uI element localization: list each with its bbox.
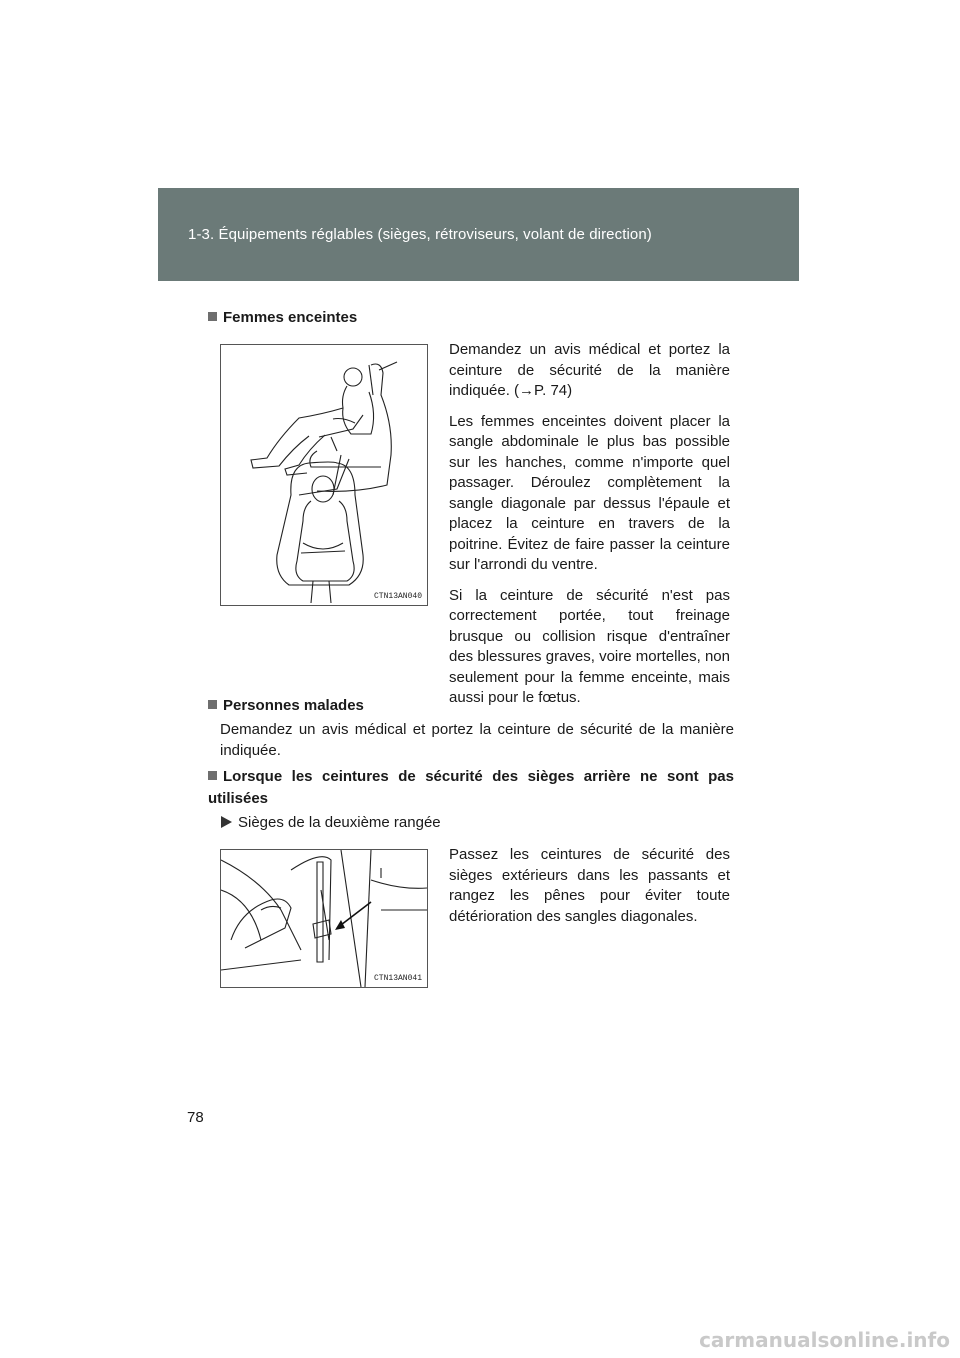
triangle-bullet-icon <box>221 816 232 828</box>
page-number: 78 <box>187 1109 204 1126</box>
stowed-seatbelt-icon <box>221 850 427 987</box>
subheading-second-row-text: Sièges de la deuxième rangée <box>238 814 441 831</box>
pregnant-seatbelt-illustration <box>220 344 428 606</box>
pregnant-woman-seatbelt-icon <box>221 345 427 605</box>
figure-code: CTN13AN041 <box>373 974 422 983</box>
square-bullet-icon <box>208 771 217 780</box>
section-heading-sick <box>208 695 364 717</box>
rear-seatbelt-illustration <box>220 849 428 988</box>
subheading-second-row <box>221 812 441 834</box>
pregnant-paragraph-1: Demandez un avis médical et portez la ceinture de sécurité de la manière indiquée. (→P. 74) <box>449 341 730 399</box>
rear-unused-paragraph: Passez les ceintures de sécurité des sièges extérieurs dans les passants et rangez les pênes pour éviter toute détérioration des sangles diagonales. <box>449 846 730 925</box>
pregnant-text-block <box>449 340 730 719</box>
chapter-title: 1-3. Équipements réglables (sièges, rétroviseurs, volant de direction) <box>188 226 652 243</box>
section-heading-sick-text: Personnes malades <box>223 697 364 714</box>
section-heading-pregnant <box>208 307 357 329</box>
section-heading-pregnant-text: Femmes enceintes <box>223 309 358 326</box>
section-heading-rear-unused-text: Lorsque les ceintures de sécurité des sièges arrière ne sont pas utilisées <box>208 768 734 807</box>
pregnant-paragraph-2: Les femmes enceintes doivent placer la sangle abdominale le plus bas possible sur les hanches, comme n'importe quel passager. Déroulez complètement la sangle diagonale par dessus l'épaule et placez la ceinture en travers de la poitrine. Évitez de faire passer la ceinture sur l'arrondi du ventre. <box>449 412 730 573</box>
square-bullet-icon <box>208 700 217 709</box>
figure-code: CTN13AN040 <box>373 592 422 601</box>
sick-paragraph: Demandez un avis médical et portez la ceinture de sécurité de la manière indiquée. <box>220 721 734 759</box>
pregnant-paragraph-3: Si la ceinture de sécurité n'est pas correctement portée, tout freinage brusque ou collision risque d'entraîner des blessures graves, voire mortelles, non seulement pour la femme enceinte, mais aussi pour le fœtus. <box>449 586 730 706</box>
square-bullet-icon <box>208 312 217 321</box>
section-heading-rear-unused <box>208 766 734 810</box>
chapter-header-band <box>158 188 799 281</box>
watermark-logo: carmanualsonline.info <box>699 1328 950 1352</box>
